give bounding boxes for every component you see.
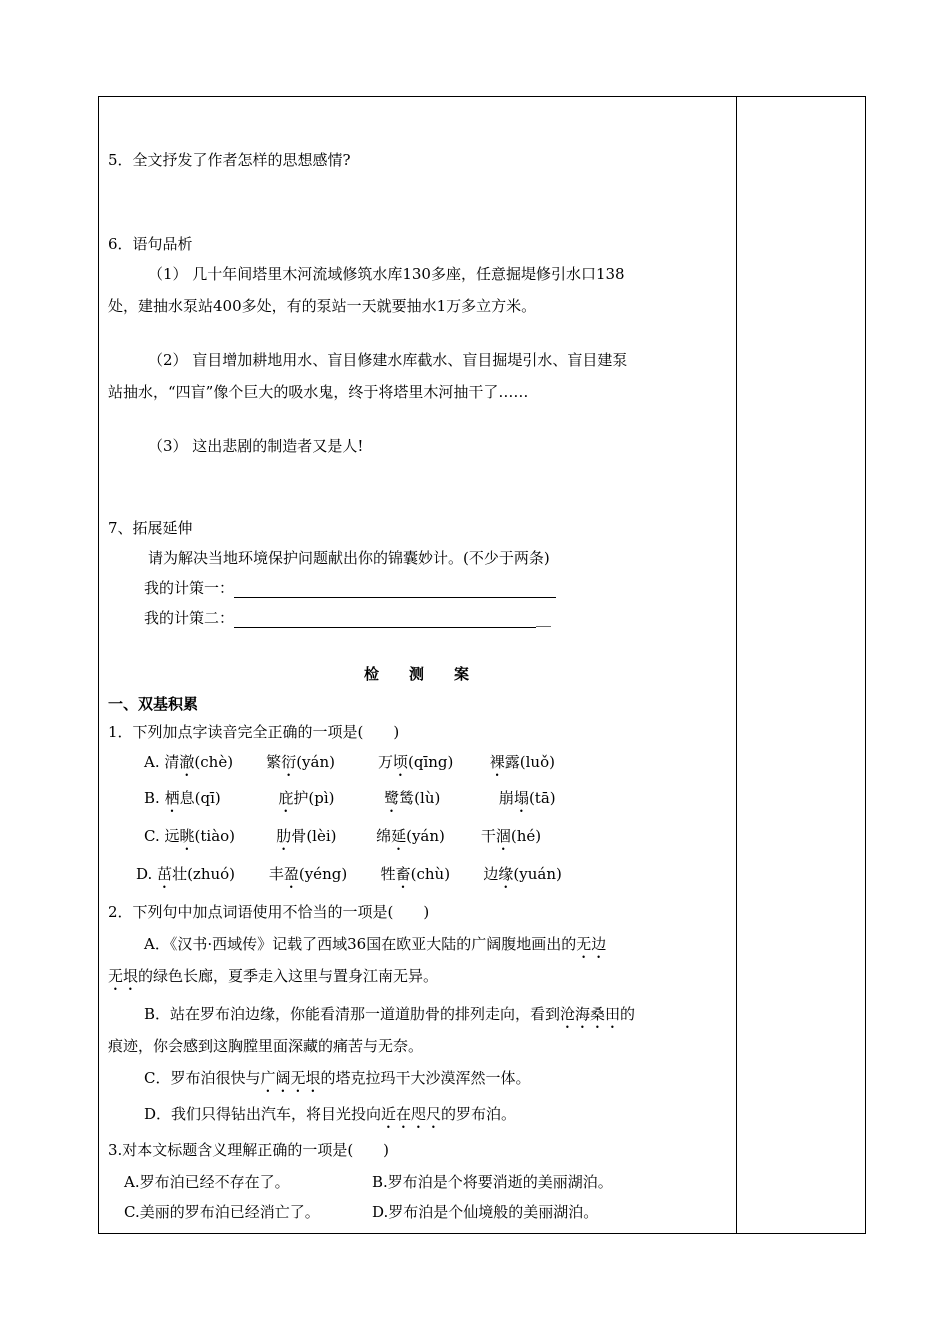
- mc1-option-b: [144, 788, 556, 816]
- test-heading: 检测案: [364, 665, 500, 683]
- question-6-title: 6．语句品析: [108, 235, 193, 253]
- word: 丰盈(yéng): [268, 865, 348, 883]
- column-divider: [736, 96, 737, 1234]
- q6-sentence-1-line-1: （1） 几十年间塔里木河流域修筑水库130多座，任意掘堤修引水口138: [148, 265, 625, 283]
- mc2-option-b-line-2: 痕迹，你会感到这胸膛里面深藏的痛苦与无奈。: [108, 1037, 424, 1055]
- mc1-stem: 1．下列加点字读音完全正确的一项是( ): [108, 723, 400, 741]
- mc1-option-a: [144, 752, 555, 780]
- q7-plan-2: [144, 608, 551, 628]
- word: 繁衍(yán): [266, 753, 335, 771]
- mc2-option-a-line-2: 无垠的绿色长廊，夏季走入这里与置身江南无异。: [108, 967, 439, 985]
- word: 边缘(yuán): [483, 865, 562, 883]
- word: 肋骨(lèi): [276, 827, 337, 845]
- word: 万顷(qīng): [377, 753, 454, 771]
- mc1-option-c: [144, 826, 541, 854]
- q7-prompt: 请为解决当地环境保护问题献出你的锦囊妙计。(不少于两条): [148, 549, 550, 567]
- word: 牲畜(chù): [380, 865, 451, 883]
- q6-sentence-2-line-2: 站抽水，“四盲”像个巨大的吸水鬼，终于将塔里木河抽干了……: [108, 383, 529, 401]
- word: 崩塌(tā): [498, 789, 556, 807]
- word: 远眺(tiào): [164, 827, 236, 845]
- word: 清澈(chè): [164, 753, 234, 771]
- word: 庇护(pì): [278, 789, 335, 807]
- word: 裸露(luǒ): [489, 753, 555, 771]
- option-label: B.: [144, 789, 160, 807]
- mc2-option-a-line-1: A．《汉书·西域传》记载了西域36国在欧亚大陆的广阔腹地画出的无边: [144, 935, 607, 953]
- option-label: A.: [144, 753, 160, 771]
- option-label: D.: [136, 865, 153, 883]
- word: 绵延(yán): [376, 827, 445, 845]
- mc2-stem: 2．下列句中加点词语使用不恰当的一项是( ): [108, 903, 430, 921]
- mc3-option-d: D.罗布泊是个仙境般的美丽湖泊。: [372, 1203, 599, 1221]
- word: 干涸(hé): [480, 827, 542, 845]
- section-1-title: 一、双基积累: [108, 695, 199, 713]
- mc1-option-d: [136, 864, 562, 892]
- mc3-option-c: C.美丽的罗布泊已经消亡了。: [124, 1203, 320, 1221]
- plan-2-label: 我的计策二：: [144, 609, 235, 627]
- word: 鹭鸶(lù): [384, 789, 441, 807]
- mc3-stem: 3.对本文标题含义理解正确的一项是( ): [108, 1141, 390, 1159]
- word: 茁壮(zhuó): [157, 865, 236, 883]
- plan-2-blank[interactable]: [234, 612, 536, 628]
- word: 栖息(qī): [164, 789, 221, 807]
- q6-sentence-3: （3） 这出悲剧的制造者又是人!: [148, 437, 364, 455]
- plan-1-blank[interactable]: [234, 582, 556, 598]
- q6-sentence-2-line-1: （2） 盲目增加耕地用水、盲目修建水库截水、盲目掘堤引水、盲目建泵: [148, 351, 628, 369]
- mc2-option-b-line-1: B．站在罗布泊边缘，你能看清那一道道肋骨的排列走向，看到沧海桑田的: [144, 1005, 636, 1023]
- mc3-option-b: B.罗布泊是个将要消逝的美丽湖泊。: [372, 1173, 613, 1191]
- option-label: C.: [144, 827, 160, 845]
- plan-1-label: 我的计策一：: [144, 579, 235, 597]
- mc2-option-c: C．罗布泊很快与广阔无垠的塔克拉玛干大沙漠浑然一体。: [144, 1069, 531, 1087]
- question-7-title: 7、拓展延伸: [108, 519, 193, 537]
- q7-plan-1: [144, 578, 556, 598]
- question-5: 5．全文抒发了作者怎样的思想感情?: [108, 151, 351, 169]
- mc2-option-d: D．我们只得钻出汽车，将目光投向近在咫尺的罗布泊。: [144, 1105, 517, 1123]
- plan-2-tail: __: [536, 609, 552, 627]
- mc3-option-a: A.罗布泊已经不存在了。: [124, 1173, 290, 1191]
- q6-sentence-1-line-2: 处，建抽水泵站400多处，有的泵站一天就要抽水1万多立方米。: [108, 297, 537, 315]
